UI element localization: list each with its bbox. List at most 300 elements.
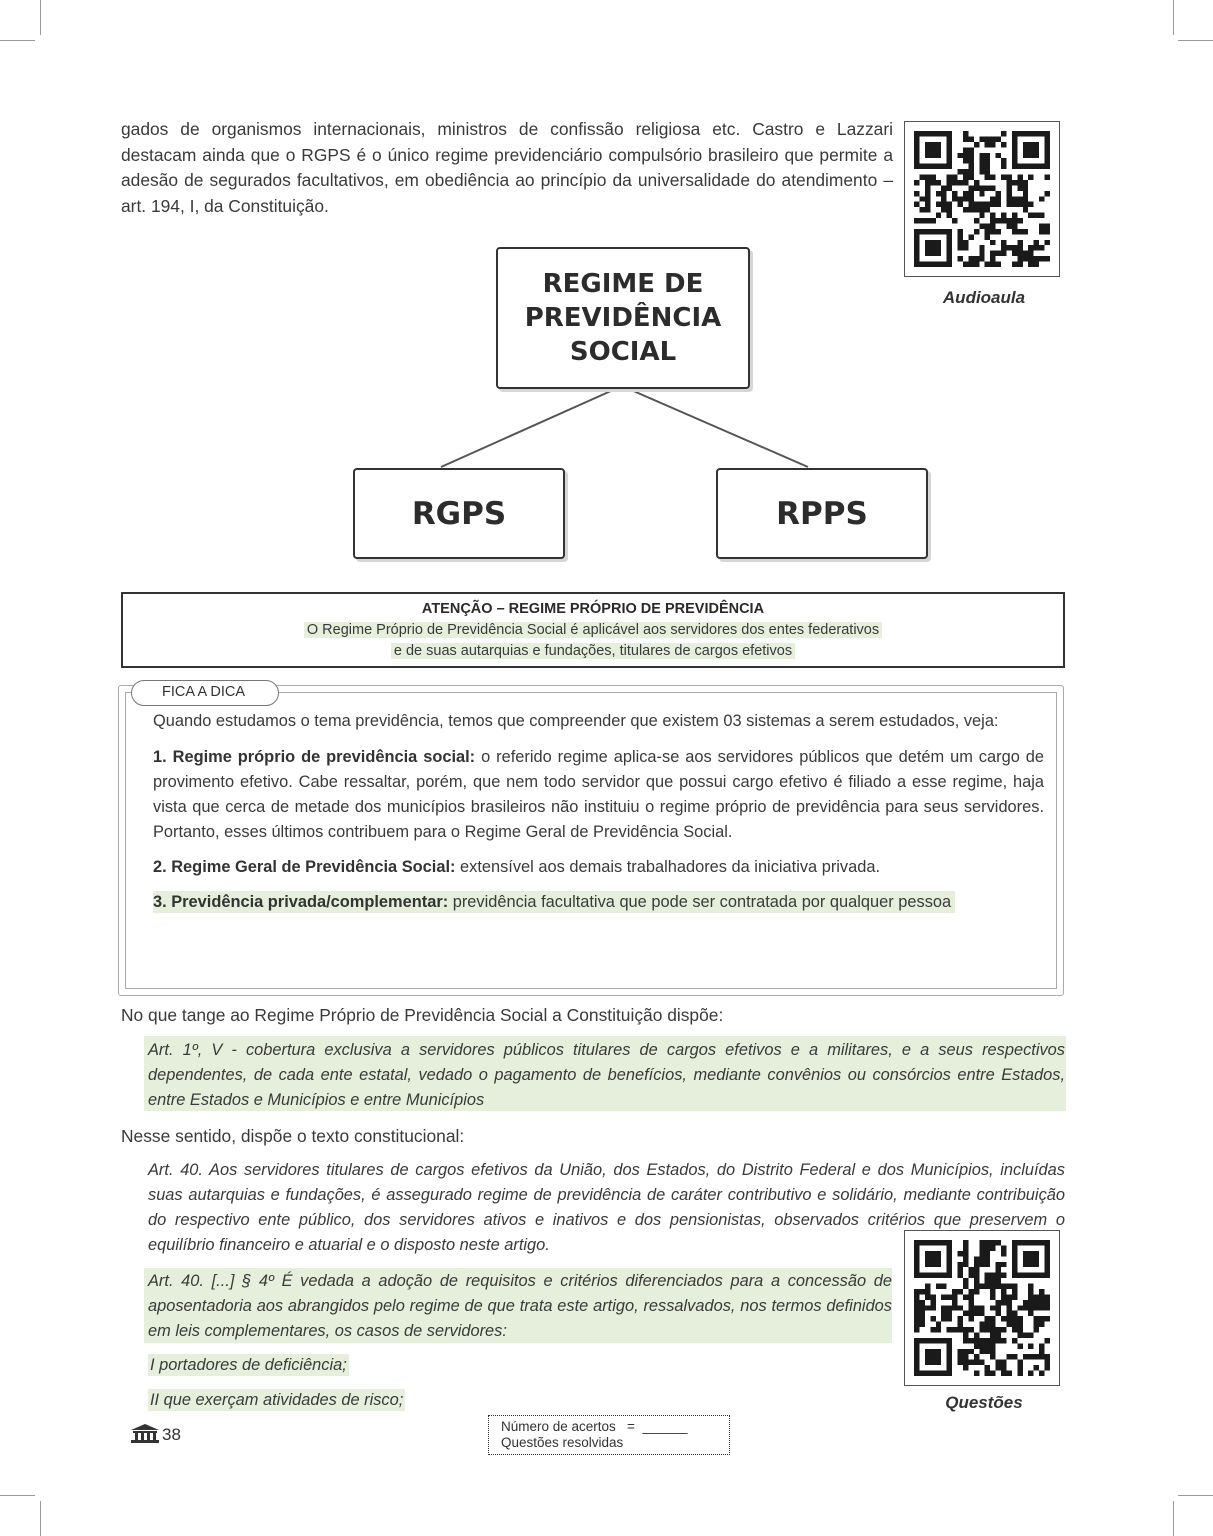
diagram-rgps-box <box>353 468 565 559</box>
qr-module <box>1039 1273 1044 1278</box>
qr-module <box>1012 1262 1017 1267</box>
qr-module <box>1039 1343 1044 1348</box>
qr-module <box>925 1338 930 1343</box>
qr-module <box>958 1251 963 1256</box>
qr-module <box>919 1316 924 1321</box>
tip-label: FICA A DICA <box>131 680 279 706</box>
qr-module <box>1045 1360 1050 1365</box>
qr-module <box>936 1354 941 1359</box>
qr-module <box>990 1273 995 1278</box>
qr-module <box>1034 1354 1039 1359</box>
qr-module <box>930 1349 935 1354</box>
qr-module <box>936 1322 941 1327</box>
qr-module <box>1045 1316 1050 1321</box>
qr-module <box>925 1273 930 1278</box>
qr-module <box>985 1278 990 1283</box>
qr-module <box>914 1267 919 1272</box>
qr-module <box>1039 1349 1044 1354</box>
quote-art40: Art. 40. Aos servidores titulares de cargos efetivos da União, dos Estados, do Distrito Federal e dos Municípios, incluídas suas autarquias e fundações, é assegurado regime de previdência de caráter contributivo e solidário, mediante contribuição do respectivo ente público, dos servidores ativos e inativos e dos pensionistas, observados critérios que preservem o equilíbrio financeiro e atuarial e o disposto neste artigo. <box>148 1161 1065 1254</box>
qr-module <box>1006 1316 1011 1321</box>
qr-module <box>914 1371 919 1376</box>
qr-module <box>974 1332 979 1337</box>
qr-module <box>1045 1267 1050 1272</box>
qr-module <box>1034 1294 1039 1299</box>
qr-module <box>1017 1327 1022 1332</box>
attention-line-1: O Regime Próprio de Previdência Social é aplicável aos servidores dos entes federativos <box>304 622 882 638</box>
qr-module <box>914 1273 919 1278</box>
qr-module <box>1028 1284 1033 1289</box>
qr-module <box>1039 1316 1044 1321</box>
qr-module <box>963 1262 968 1267</box>
qr-module <box>914 1300 919 1305</box>
qr-module <box>914 1289 919 1294</box>
qr-module <box>947 1262 952 1267</box>
qr-module <box>952 1294 957 1299</box>
qr-module <box>974 1360 979 1365</box>
diagram-root-box <box>496 247 750 389</box>
qr-module <box>1028 1305 1033 1310</box>
qr-module <box>1001 1338 1006 1343</box>
qr-module <box>1045 1365 1050 1370</box>
qr-module <box>968 1349 973 1354</box>
qr-module <box>963 1365 968 1370</box>
score-box <box>488 1415 730 1455</box>
qr-module <box>963 1240 968 1245</box>
qr-module <box>925 1251 930 1256</box>
qr-module <box>958 1316 963 1321</box>
qr-module <box>1028 1371 1033 1376</box>
qr-module <box>1012 1311 1017 1316</box>
qr-module <box>996 1365 1001 1370</box>
qr-module <box>1006 1294 1011 1299</box>
qr-module <box>930 1262 935 1267</box>
qr-module <box>1012 1240 1017 1245</box>
qr-module <box>1017 1273 1022 1278</box>
qr-module <box>914 1240 919 1245</box>
qr-module <box>919 1240 924 1245</box>
qr-module <box>990 1240 995 1245</box>
qr-module <box>1034 1300 1039 1305</box>
qr-module <box>996 1327 1001 1332</box>
qr-module <box>985 1365 990 1370</box>
qr-module <box>941 1305 946 1310</box>
qr-module <box>979 1322 984 1327</box>
qr-module <box>1028 1311 1033 1316</box>
qr-module <box>936 1360 941 1365</box>
qr-module <box>958 1360 963 1365</box>
qr-module <box>974 1354 979 1359</box>
diagram-rpps-label: RPPS <box>776 495 868 532</box>
qr-module <box>914 1354 919 1359</box>
qr-module <box>974 1343 979 1348</box>
list-item-i: I portadores de deficiência; <box>150 1356 347 1374</box>
qr-module <box>947 1343 952 1348</box>
qr-module <box>919 1322 924 1327</box>
qr-module <box>1001 1294 1006 1299</box>
qr-module <box>1045 1354 1050 1359</box>
qr-module <box>990 1316 995 1321</box>
qr-module <box>963 1311 968 1316</box>
qr-module <box>996 1240 1001 1245</box>
qr-module <box>1017 1343 1022 1348</box>
qr-module <box>1017 1305 1022 1310</box>
qr-module <box>996 1360 1001 1365</box>
qr-module <box>914 1305 919 1310</box>
qr-module <box>1001 1251 1006 1256</box>
qr-module <box>925 1294 930 1299</box>
qr-module <box>1045 1273 1050 1278</box>
qr-module <box>930 1327 935 1332</box>
qr-module <box>925 1371 930 1376</box>
qr-module <box>919 1300 924 1305</box>
qr-module <box>914 1365 919 1370</box>
qr-module <box>936 1284 941 1289</box>
qr-module <box>963 1354 968 1359</box>
quote-art1: Art. 1º, V - cobertura exclusiva a servidores públicos titulares de cargos efetivos e a militares, e a seus respectivos dependentes, de cada ente estatal, vedado o pagamento de benefícios, mediante convênios ou consórcios entre Estados, entre Estados e Municípios e entre Municípios <box>148 1041 1065 1109</box>
qr-module <box>963 1256 968 1261</box>
qr-module <box>1023 1251 1028 1256</box>
qr-module <box>985 1245 990 1250</box>
qr-module <box>1034 1273 1039 1278</box>
qr-module <box>996 1262 1001 1267</box>
qr-module <box>968 1316 973 1321</box>
qr-module <box>974 1311 979 1316</box>
tip-item-3: 3. Previdência privada/complementar: previdência facultativa que pode ser contratada por qualquer pessoa <box>153 890 1044 915</box>
quote-art40-par4: Art. 40. [...] § 4º É vedada a adoção de requisitos e critérios diferenciados para a concessão de aposentadoria aos abrangidos pelo regime de que trata este artigo, ressalvados, nos termos definidos em leis complementares, os casos de servidores: <box>148 1272 892 1340</box>
qr-module <box>1028 1300 1033 1305</box>
qr-module <box>996 1267 1001 1272</box>
qr-module <box>996 1311 1001 1316</box>
qr-module <box>930 1371 935 1376</box>
qr-module <box>990 1354 995 1359</box>
qr-module <box>996 1305 1001 1310</box>
qr-module <box>968 1338 973 1343</box>
qr-module <box>985 1338 990 1343</box>
tip-item-1: 1. Regime próprio de previdência social: o referido regime aplica-se aos servidores públicos que detém um cargo de provimento efetivo. Cabe ressaltar, porém, que nem todo servidor que possui cargo efetivo é filiado a esse regime, haja vista que cerca de metade dos municípios brasileiros não instituiu o regime próprio de previdência para seus servidores. Portanto, esses últimos contribuem para o Regime Geral de Previdência Social. <box>153 748 1044 841</box>
qr-module <box>947 1273 952 1278</box>
qr-module <box>996 1300 1001 1305</box>
qr-module <box>996 1284 1001 1289</box>
qr-module <box>1012 1284 1017 1289</box>
crop-mark <box>0 1495 35 1496</box>
qr-module <box>1028 1294 1033 1299</box>
qr-module <box>1012 1251 1017 1256</box>
qr-module <box>985 1349 990 1354</box>
qr-module <box>958 1327 963 1332</box>
qr-module <box>1034 1305 1039 1310</box>
qr-module <box>914 1294 919 1299</box>
qr-module <box>974 1305 979 1310</box>
qr-module <box>1045 1262 1050 1267</box>
qr-module <box>1023 1273 1028 1278</box>
qr-module <box>1023 1256 1028 1261</box>
list-item-ii: II que exerçam atividades de risco; <box>150 1391 404 1409</box>
qr-module <box>958 1267 963 1272</box>
qr-module <box>947 1371 952 1376</box>
qr-module <box>925 1284 930 1289</box>
qr-module <box>952 1300 957 1305</box>
qr-module <box>990 1371 995 1376</box>
qr-module <box>1028 1332 1033 1337</box>
qr-module <box>990 1327 995 1332</box>
qr-module <box>985 1284 990 1289</box>
qr-module <box>963 1245 968 1250</box>
qr-module <box>1045 1338 1050 1343</box>
qr-module <box>990 1245 995 1250</box>
qr-module <box>952 1305 957 1310</box>
qr-module <box>968 1289 973 1294</box>
qr-module <box>947 1251 952 1256</box>
attention-title: ATENÇÃO – REGIME PRÓPRIO DE PREVIDÊNCIA <box>421 601 765 617</box>
qr-module <box>1028 1289 1033 1294</box>
qr-module <box>947 1305 952 1310</box>
qr-module <box>963 1294 968 1299</box>
qr-module <box>996 1332 1001 1337</box>
qr-module <box>947 1360 952 1365</box>
qr-module <box>1001 1245 1006 1250</box>
qr-module <box>974 1278 979 1283</box>
qr-module <box>979 1256 984 1261</box>
qr-module <box>985 1273 990 1278</box>
section1-lead: No que tange ao Regime Próprio de Previdência Social a Constituição dispõe: <box>121 1005 724 1025</box>
qr-module <box>1006 1322 1011 1327</box>
qr-module <box>941 1338 946 1343</box>
qr-module <box>985 1240 990 1245</box>
qr-module <box>1028 1262 1033 1267</box>
qr-module <box>1006 1371 1011 1376</box>
intro-paragraph: gados de organismos internacionais, ministros de confissão religiosa etc. Castro e Lazzari destacam ainda que o RGPS é o único regime previdenciário compulsório brasileiro que permite a adesão de segurados facultativos, em obediência ao princípio da universalidade do atendimento – art. 194, I, da Constituição. <box>121 119 893 216</box>
qr-module <box>974 1267 979 1272</box>
qr-module <box>930 1251 935 1256</box>
qr-module <box>1001 1262 1006 1267</box>
qr-module <box>1006 1284 1011 1289</box>
qr-module <box>1017 1365 1022 1370</box>
qr-module <box>947 1327 952 1332</box>
qr-module <box>914 1262 919 1267</box>
qr-module <box>1006 1311 1011 1316</box>
qr-module <box>985 1251 990 1256</box>
qr-module <box>930 1240 935 1245</box>
qr-module <box>1034 1365 1039 1370</box>
qr-module <box>947 1311 952 1316</box>
qr-module <box>1017 1371 1022 1376</box>
qr-module <box>952 1327 957 1332</box>
page-number: 38 <box>130 1423 181 1445</box>
qr-module <box>947 1294 952 1299</box>
qr-module <box>958 1305 963 1310</box>
qr-module <box>1012 1273 1017 1278</box>
qr-module <box>974 1289 979 1294</box>
qr-module <box>985 1343 990 1348</box>
qr-module <box>979 1360 984 1365</box>
qr-module <box>974 1256 979 1261</box>
qr-module <box>1001 1300 1006 1305</box>
qr-caption-audioaula: Audioaula <box>942 288 1026 307</box>
qr-module <box>974 1262 979 1267</box>
qr-module <box>947 1316 952 1321</box>
qr-module <box>990 1332 995 1337</box>
qr-module <box>958 1273 963 1278</box>
qr-module <box>947 1349 952 1354</box>
qr-module <box>985 1371 990 1376</box>
qr-module <box>1012 1294 1017 1299</box>
qr-code-questoes[interactable] <box>904 1230 1060 1386</box>
qr-module <box>985 1327 990 1332</box>
qr-module <box>1028 1343 1033 1348</box>
qr-module <box>925 1256 930 1261</box>
qr-module <box>941 1371 946 1376</box>
qr-module <box>1039 1240 1044 1245</box>
qr-module <box>914 1322 919 1327</box>
qr-module <box>1023 1332 1028 1337</box>
section2-lead: Nesse sentido, dispõe o texto constitucional: <box>121 1126 465 1146</box>
qr-module <box>914 1327 919 1332</box>
qr-module <box>979 1251 984 1256</box>
qr-module <box>1023 1354 1028 1359</box>
qr-module <box>914 1256 919 1261</box>
qr-module <box>974 1338 979 1343</box>
qr-module <box>1034 1316 1039 1321</box>
qr-module <box>1001 1365 1006 1370</box>
attention-line-2: e de suas autarquias e fundações, titulares de cargos efetivos <box>391 643 795 659</box>
qr-module <box>936 1338 941 1343</box>
qr-module <box>925 1289 930 1294</box>
qr-module <box>947 1365 952 1370</box>
qr-module <box>1028 1256 1033 1261</box>
qr-module <box>1045 1300 1050 1305</box>
qr-module <box>958 1322 963 1327</box>
qr-module <box>1028 1273 1033 1278</box>
qr-module <box>925 1240 930 1245</box>
qr-module <box>990 1289 995 1294</box>
qr-module <box>968 1360 973 1365</box>
qr-module <box>919 1371 924 1376</box>
qr-module <box>1039 1300 1044 1305</box>
qr-module <box>1023 1262 1028 1267</box>
qr-module <box>914 1338 919 1343</box>
qr-code-icon <box>914 1240 1050 1376</box>
qr-module <box>1012 1267 1017 1272</box>
qr-module <box>979 1349 984 1354</box>
qr-module <box>947 1267 952 1272</box>
qr-module <box>947 1240 952 1245</box>
tip-intro: Quando estudamos o tema previdência, temos que compreender que existem 03 sistemas a serem estudados, veja: <box>153 712 999 730</box>
qr-module <box>1034 1322 1039 1327</box>
qr-module <box>990 1349 995 1354</box>
qr-module <box>947 1256 952 1261</box>
qr-module <box>1006 1354 1011 1359</box>
qr-module <box>968 1300 973 1305</box>
qr-module <box>930 1294 935 1299</box>
qr-module <box>1006 1300 1011 1305</box>
qr-module <box>1001 1284 1006 1289</box>
qr-module <box>1023 1240 1028 1245</box>
qr-module <box>1034 1240 1039 1245</box>
qr-module <box>958 1289 963 1294</box>
qr-module <box>979 1338 984 1343</box>
qr-module <box>974 1273 979 1278</box>
qr-module <box>1012 1354 1017 1359</box>
qr-module <box>990 1322 995 1327</box>
qr-module <box>1039 1354 1044 1359</box>
qr-module <box>990 1338 995 1343</box>
qr-module <box>1039 1289 1044 1294</box>
qr-module <box>914 1360 919 1365</box>
qr-module <box>930 1338 935 1343</box>
qr-module <box>941 1273 946 1278</box>
qr-module <box>1012 1245 1017 1250</box>
qr-module <box>1017 1240 1022 1245</box>
qr-module <box>1045 1245 1050 1250</box>
qr-module <box>979 1311 984 1316</box>
qr-module <box>930 1360 935 1365</box>
qr-module <box>1012 1338 1017 1343</box>
qr-module <box>914 1316 919 1321</box>
qr-module <box>1045 1256 1050 1261</box>
qr-module <box>968 1273 973 1278</box>
qr-module <box>936 1240 941 1245</box>
qr-module <box>941 1240 946 1245</box>
qr-module <box>930 1256 935 1261</box>
qr-module <box>979 1327 984 1332</box>
qr-module <box>936 1256 941 1261</box>
qr-module <box>979 1343 984 1348</box>
score-line-2: Questões resolvidas <box>501 1435 624 1450</box>
qr-module <box>936 1262 941 1267</box>
qr-module <box>947 1354 952 1359</box>
qr-module <box>985 1322 990 1327</box>
qr-caption-questoes: Questões <box>945 1393 1023 1412</box>
qr-module <box>979 1305 984 1310</box>
qr-module <box>941 1316 946 1321</box>
qr-module <box>963 1327 968 1332</box>
qr-module <box>925 1354 930 1359</box>
qr-module <box>1017 1316 1022 1321</box>
qr-module <box>947 1338 952 1343</box>
qr-module <box>1034 1251 1039 1256</box>
qr-module <box>963 1251 968 1256</box>
crop-mark <box>1178 1495 1213 1496</box>
qr-module <box>1012 1322 1017 1327</box>
qr-module <box>990 1294 995 1299</box>
qr-module <box>1017 1322 1022 1327</box>
qr-module <box>1039 1305 1044 1310</box>
diagram-root-label: REGIME DE PREVIDÊNCIA SOCIAL <box>524 269 722 367</box>
qr-module <box>936 1371 941 1376</box>
qr-module <box>985 1262 990 1267</box>
qr-module <box>963 1360 968 1365</box>
qr-module <box>1045 1305 1050 1310</box>
qr-module <box>1012 1327 1017 1332</box>
qr-module <box>930 1273 935 1278</box>
qr-module <box>1028 1354 1033 1359</box>
qr-module <box>919 1289 924 1294</box>
qr-module <box>1023 1305 1028 1310</box>
qr-module <box>1001 1371 1006 1376</box>
qr-module <box>930 1300 935 1305</box>
qr-module <box>996 1273 1001 1278</box>
qr-module <box>1039 1322 1044 1327</box>
qr-module <box>1001 1316 1006 1321</box>
qr-module <box>930 1316 935 1321</box>
qr-module <box>979 1262 984 1267</box>
qr-module <box>1006 1305 1011 1310</box>
qr-module <box>968 1267 973 1272</box>
attention-box <box>121 592 1065 668</box>
diagram-rgps-label: RGPS <box>411 495 507 532</box>
qr-module <box>985 1316 990 1321</box>
qr-module <box>1012 1289 1017 1294</box>
